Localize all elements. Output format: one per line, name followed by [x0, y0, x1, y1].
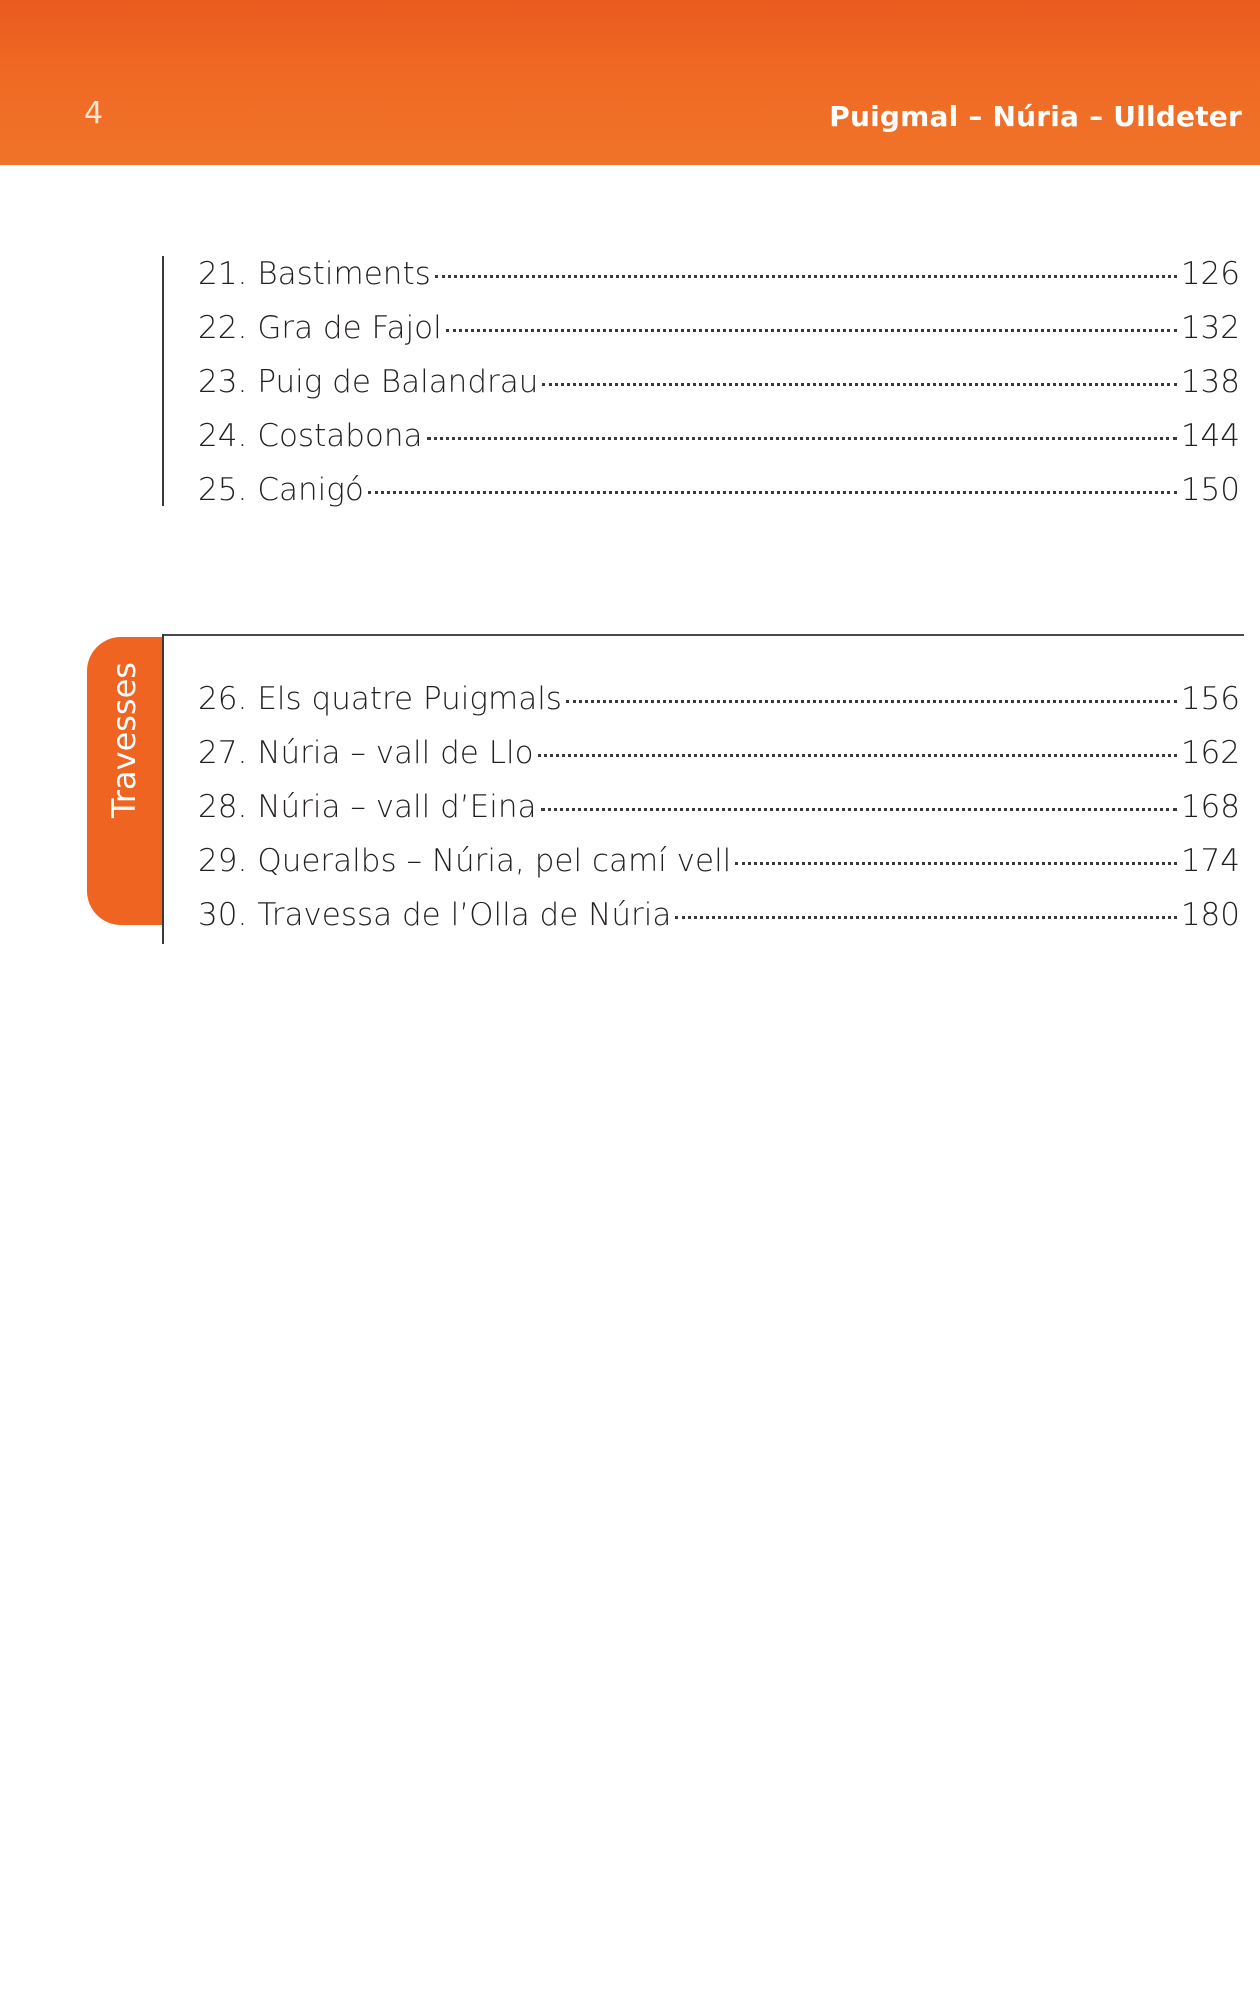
- toc-entry-page: 156: [1180, 681, 1240, 717]
- toc-entry[interactable]: [198, 735, 1240, 789]
- toc-entry[interactable]: [198, 681, 1240, 735]
- toc-entry[interactable]: [198, 843, 1240, 897]
- toc-entry[interactable]: [198, 418, 1240, 472]
- header-band: [0, 0, 1260, 165]
- toc-entry-page: 180: [1180, 897, 1240, 933]
- toc-entry[interactable]: [198, 310, 1240, 364]
- toc-entry-number: 29.: [198, 843, 248, 879]
- toc-entry-title: Bastiments: [257, 256, 431, 292]
- toc-entry-title: Puig de Balandrau: [257, 364, 539, 400]
- toc-entry[interactable]: [198, 256, 1240, 310]
- section-vertical-rule: [162, 256, 164, 506]
- dot-leader: [368, 491, 1177, 494]
- section-horizontal-rule: [162, 634, 1244, 636]
- dot-leader: [566, 700, 1177, 703]
- toc-entry-page: 162: [1180, 735, 1240, 771]
- dot-leader: [446, 329, 1177, 332]
- toc-entry[interactable]: [198, 472, 1240, 526]
- dot-leader: [735, 862, 1177, 865]
- toc-entry-page: 150: [1180, 472, 1240, 508]
- toc-entry-title: Els quatre Puigmals: [257, 681, 562, 717]
- section-tab-label: Travesses: [105, 662, 143, 818]
- toc-entry[interactable]: [198, 897, 1240, 951]
- toc-entry-number: 30.: [198, 897, 248, 933]
- dot-leader: [427, 437, 1177, 440]
- section-vertical-rule: [162, 634, 164, 944]
- toc-entry-title: Núria – vall de Llo: [257, 735, 534, 771]
- toc-entry-number: 21.: [198, 256, 248, 292]
- toc-entry-number: 27.: [198, 735, 248, 771]
- toc-list: [198, 681, 1240, 951]
- toc-section-travesses: [0, 634, 1260, 944]
- toc-entry-page: 126: [1180, 256, 1240, 292]
- toc-entry-title: Gra de Fajol: [257, 310, 442, 346]
- toc-entry-page: 132: [1180, 310, 1240, 346]
- toc-entry-title: Costabona: [257, 418, 423, 454]
- dot-leader: [541, 808, 1177, 811]
- dot-leader: [435, 275, 1177, 278]
- page-number: 4: [84, 96, 104, 131]
- toc-entry-title: Queralbs – Núria, pel camí vell: [257, 843, 732, 879]
- toc-entry-title: Núria – vall d’Eina: [257, 789, 537, 825]
- toc-section-ascensions: [0, 256, 1260, 506]
- toc-entry-number: 25.: [198, 472, 248, 508]
- toc-entry[interactable]: [198, 364, 1240, 418]
- toc-entry-page: 144: [1180, 418, 1240, 454]
- toc-list: [198, 256, 1240, 526]
- running-title: Puigmal – Núria – Ulldeter: [829, 100, 1242, 133]
- toc-entry-title: Canigó: [257, 472, 364, 508]
- toc-entry-page: 168: [1180, 789, 1240, 825]
- toc-entry-page: 138: [1180, 364, 1240, 400]
- dot-leader: [538, 754, 1177, 757]
- dot-leader: [542, 383, 1176, 386]
- dot-leader: [675, 916, 1176, 919]
- toc-entry-title: Travessa de l’Olla de Núria: [257, 897, 672, 933]
- toc-entry-number: 24.: [198, 418, 248, 454]
- toc-entry-number: 26.: [198, 681, 248, 717]
- toc-entry-number: 28.: [198, 789, 248, 825]
- toc-entry[interactable]: [198, 789, 1240, 843]
- toc-entry-number: 23.: [198, 364, 248, 400]
- toc-entry-page: 174: [1180, 843, 1240, 879]
- toc-entry-number: 22.: [198, 310, 248, 346]
